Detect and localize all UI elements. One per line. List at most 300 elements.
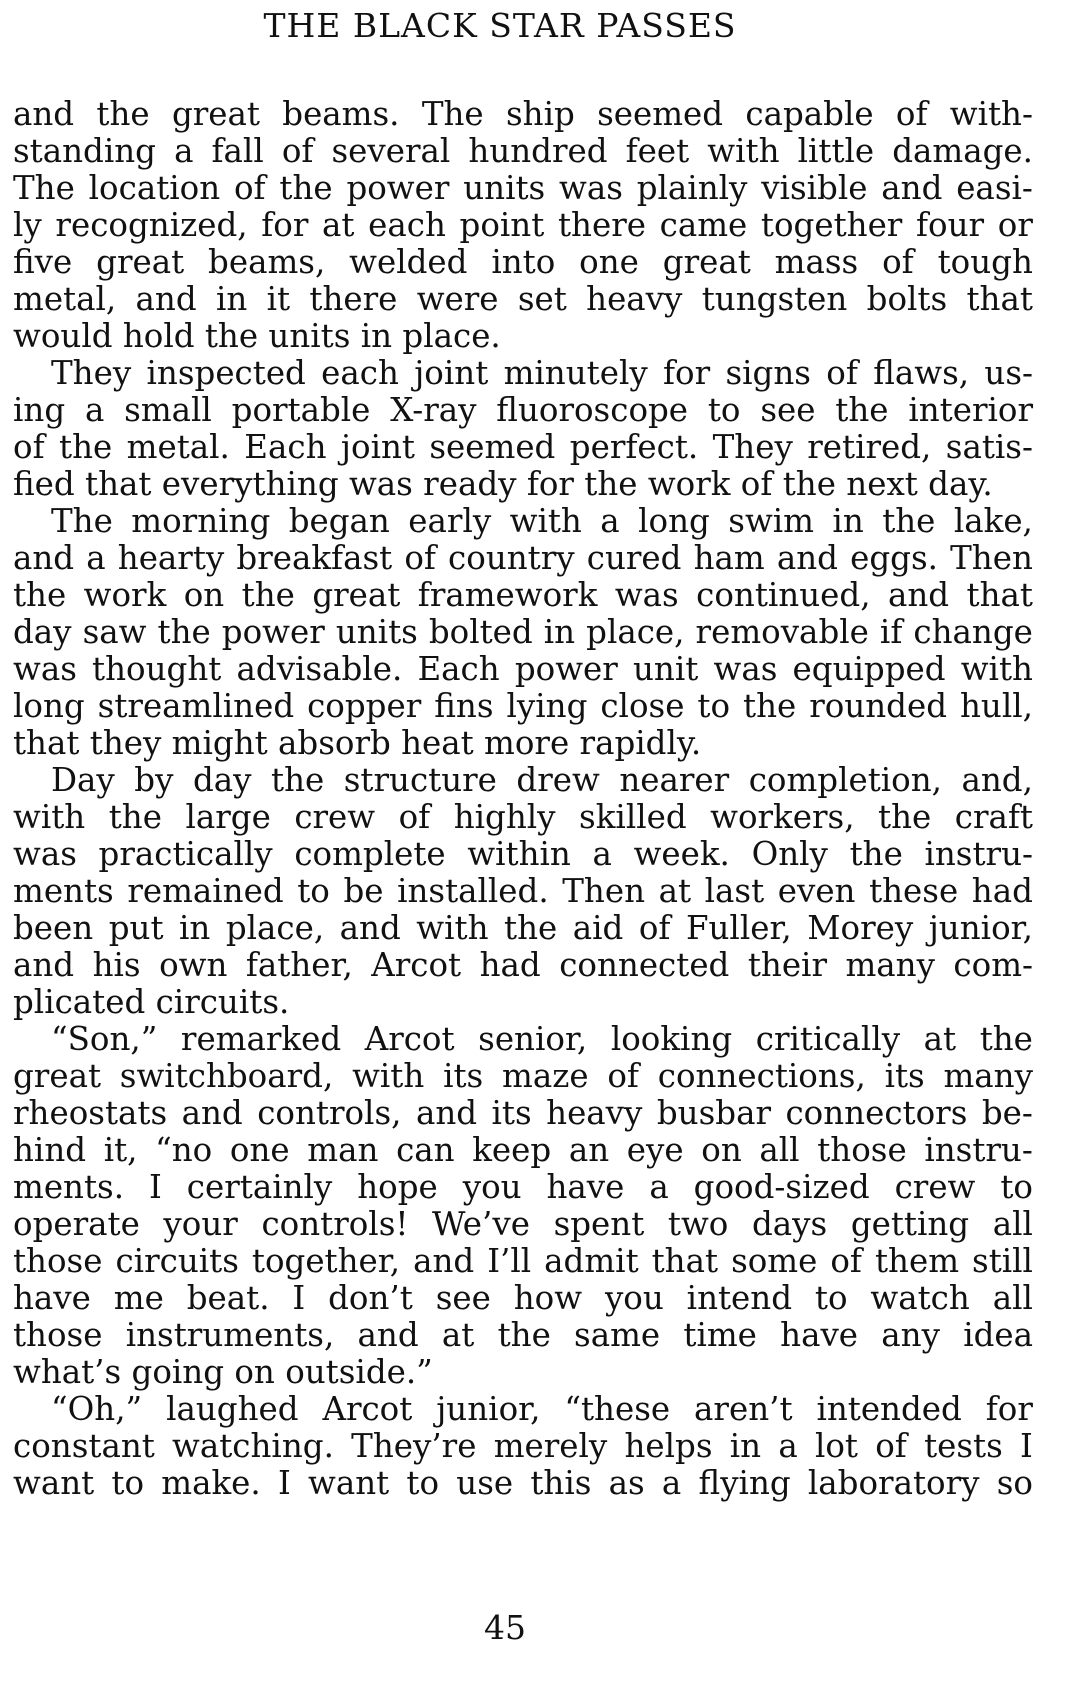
word: want: [13, 1464, 95, 1502]
word: place,: [225, 909, 325, 947]
word: power: [221, 613, 325, 651]
word: a: [84, 391, 105, 429]
word: Each: [244, 428, 327, 466]
text-line: [13, 503, 1033, 540]
word: Only: [751, 835, 828, 873]
word: all: [992, 1279, 1033, 1317]
word: practically: [98, 835, 273, 873]
word: small: [124, 391, 212, 429]
word: advisable.: [236, 650, 403, 688]
word: change: [913, 613, 1033, 651]
word: The: [13, 169, 75, 207]
word: signs: [725, 354, 811, 392]
word: don’t: [328, 1279, 413, 1317]
word: the: [241, 576, 295, 614]
word: busbar: [656, 1094, 772, 1132]
word: long: [638, 502, 710, 540]
word: X-ray: [390, 391, 477, 429]
word: crew: [894, 1168, 976, 1206]
word: for: [663, 354, 711, 392]
word: at: [441, 1316, 475, 1354]
word: damage.: [892, 132, 1033, 170]
word: Fuller,: [685, 909, 792, 947]
paragraph: [13, 762, 1033, 1021]
text-line: [13, 318, 1033, 355]
text-line: [13, 207, 1033, 244]
word: with: [960, 650, 1033, 688]
word: Arcot: [371, 946, 462, 984]
word: with: [707, 132, 780, 170]
word: “Son,”: [51, 1020, 158, 1058]
word: have: [780, 1316, 859, 1354]
word: all: [759, 1131, 800, 1169]
word: certainly: [186, 1168, 333, 1206]
word: week.: [633, 835, 730, 873]
word: aid: [572, 909, 624, 947]
word: and: [135, 280, 197, 318]
word: instruments,: [125, 1316, 335, 1354]
word: the: [59, 428, 113, 466]
word: at: [923, 1020, 957, 1058]
word: power: [346, 169, 450, 207]
word: intend: [686, 1279, 793, 1317]
word: ly: [13, 206, 42, 244]
text-line: [13, 1465, 1033, 1502]
text-line: [13, 651, 1033, 688]
word: was: [614, 576, 679, 614]
word: crew: [294, 798, 376, 836]
line-text: what’s going on outside.”: [13, 1353, 433, 1391]
word: continued,: [696, 576, 871, 614]
word: can: [396, 1131, 455, 1169]
word: to: [707, 391, 741, 429]
word: been: [13, 909, 94, 947]
word: of: [882, 243, 914, 281]
word: into: [491, 243, 556, 281]
word: “no: [155, 1131, 213, 1169]
running-head: THE BLACK STAR PASSES: [263, 6, 737, 45]
word: spent: [553, 1205, 645, 1243]
word: me: [113, 1279, 164, 1317]
word: with-: [949, 95, 1033, 133]
word: that: [966, 576, 1033, 614]
word: of: [638, 909, 671, 947]
word: his: [92, 946, 141, 984]
word: came: [659, 206, 748, 244]
word: lot: [814, 1427, 858, 1465]
word: interior: [908, 391, 1033, 429]
word: day: [13, 613, 72, 651]
word: bolts: [866, 280, 948, 318]
word: mass: [774, 243, 859, 281]
word: within: [467, 835, 571, 873]
word: hope: [357, 1168, 438, 1206]
word: skilled: [579, 798, 687, 836]
text-line: [13, 873, 1033, 910]
text-line: [13, 1206, 1033, 1243]
word: Each: [417, 650, 500, 688]
word: idea: [963, 1316, 1033, 1354]
word: and: [881, 169, 943, 207]
word: minutely: [503, 354, 648, 392]
word: completion,: [748, 761, 942, 799]
word: watch: [870, 1279, 970, 1317]
word: or: [997, 206, 1033, 244]
body-text: [13, 96, 1033, 1502]
word: I: [277, 1464, 291, 1502]
text-line: [13, 1317, 1033, 1354]
word: retired,: [807, 428, 932, 466]
word: ham: [693, 539, 765, 577]
word: as: [608, 1464, 645, 1502]
word: own: [159, 946, 228, 984]
word: at: [322, 206, 355, 244]
word: its: [443, 1057, 484, 1095]
word: ments.: [13, 1168, 125, 1206]
word: ments: [13, 872, 114, 910]
word: close: [600, 687, 685, 725]
word: long: [13, 687, 85, 725]
word: and,: [961, 761, 1033, 799]
word: five: [13, 243, 73, 281]
word: and: [887, 576, 950, 614]
word: great: [13, 1057, 102, 1095]
word: units: [335, 613, 418, 651]
word: good-sized: [693, 1168, 870, 1206]
word: inspected: [146, 354, 306, 392]
word: and: [339, 909, 401, 947]
word: great: [662, 243, 751, 281]
text-line: [13, 1169, 1033, 1206]
word: heavy: [546, 1094, 643, 1132]
word: see: [435, 1279, 491, 1317]
word: “these: [564, 1390, 671, 1428]
word: if: [879, 613, 903, 651]
word: in: [543, 613, 576, 651]
word: the: [271, 761, 325, 799]
word: aren’t: [694, 1390, 793, 1428]
text-line: [13, 281, 1033, 318]
line-text: would hold the units in place.: [13, 317, 501, 355]
word: hind: [13, 1131, 87, 1169]
word: looking: [610, 1020, 733, 1058]
word: of: [281, 132, 314, 170]
line-text: plicated circuits.: [13, 983, 290, 1021]
text-line: [13, 910, 1033, 947]
text-line: [13, 725, 1033, 762]
text-line: [13, 355, 1033, 392]
word: operate: [13, 1205, 140, 1243]
word: to: [406, 1464, 440, 1502]
word: there: [309, 280, 398, 318]
word: seemed: [429, 428, 556, 466]
word: and: [357, 1316, 419, 1354]
word: with: [13, 798, 86, 836]
word: controls,: [257, 1094, 402, 1132]
word: for: [985, 1390, 1033, 1428]
word: fins: [434, 687, 494, 725]
text-line: [13, 762, 1033, 799]
word: to: [111, 1464, 145, 1502]
word: cured: [586, 539, 682, 577]
word: I: [1020, 1427, 1033, 1465]
word: and: [413, 1242, 475, 1280]
word: connectors: [785, 1094, 968, 1132]
word: same: [574, 1316, 661, 1354]
word: plainly: [636, 169, 748, 207]
line-text: fied that everything was ready for the work of the next day.: [13, 465, 993, 503]
word: remained: [127, 872, 284, 910]
text-line: [13, 614, 1033, 651]
word: merely: [493, 1427, 608, 1465]
word: thought: [92, 650, 222, 688]
word: had: [479, 946, 541, 984]
word: critically: [755, 1020, 901, 1058]
word: standing: [13, 132, 156, 170]
word: there: [557, 206, 646, 244]
word: was: [13, 835, 77, 873]
word: I: [149, 1168, 162, 1206]
word: make.: [161, 1464, 261, 1502]
word: of: [404, 539, 436, 577]
word: welded: [349, 243, 468, 281]
word: a: [649, 1168, 669, 1206]
word: visible: [761, 169, 868, 207]
word: copper: [307, 687, 422, 725]
word: feet: [625, 132, 690, 170]
word: the: [279, 169, 333, 207]
word: They: [712, 428, 793, 466]
word: in: [832, 502, 864, 540]
text-line: [13, 392, 1033, 429]
word: and: [415, 1094, 478, 1132]
word: several: [331, 132, 451, 170]
text-line: [13, 984, 1033, 1021]
word: com-: [953, 946, 1033, 984]
word: began: [288, 502, 390, 540]
text-line: [13, 133, 1033, 170]
word: with: [416, 909, 489, 947]
word: you: [462, 1168, 522, 1206]
word: They: [51, 354, 132, 392]
word: flying: [698, 1464, 791, 1502]
word: Then: [562, 872, 646, 910]
word: power: [514, 650, 618, 688]
word: switchboard,: [119, 1057, 334, 1095]
word: were: [416, 280, 499, 318]
text-line: [13, 540, 1033, 577]
word: instru-: [924, 1131, 1033, 1169]
word: installed.: [397, 872, 549, 910]
word: remarked: [180, 1020, 342, 1058]
word: lake,: [953, 502, 1033, 540]
word: in: [215, 280, 248, 318]
word: and: [13, 539, 75, 577]
word: an: [568, 1131, 610, 1169]
word: still: [972, 1242, 1033, 1280]
word: Arcot: [364, 1020, 455, 1058]
word: the: [849, 835, 903, 873]
word: constant: [13, 1427, 155, 1465]
word: on: [701, 1131, 742, 1169]
text-line: [13, 170, 1033, 207]
word: its: [884, 1057, 925, 1095]
word: set: [517, 280, 567, 318]
word: easi-: [956, 169, 1033, 207]
word: together,: [251, 1242, 401, 1280]
word: location: [88, 169, 221, 207]
word: and: [13, 946, 75, 984]
word: hull,: [960, 687, 1033, 725]
word: with: [352, 1057, 425, 1095]
word: some: [731, 1242, 818, 1280]
word: joint: [340, 428, 415, 466]
word: fall: [211, 132, 264, 170]
word: time: [683, 1316, 757, 1354]
word: that: [651, 1242, 719, 1280]
word: a: [600, 502, 620, 540]
text-line: [13, 1132, 1033, 1169]
paragraph: [13, 355, 1033, 503]
word: connections,: [657, 1057, 866, 1095]
word: point: [459, 206, 545, 244]
text-line: [13, 96, 1033, 133]
paragraph: [13, 503, 1033, 762]
text-line: [13, 1354, 1033, 1391]
word: Then: [950, 539, 1033, 577]
word: Day: [51, 761, 115, 799]
word: of: [607, 1057, 639, 1095]
word: in: [729, 1427, 762, 1465]
word: the: [96, 95, 150, 133]
word: its: [491, 1094, 532, 1132]
word: us-: [984, 354, 1033, 392]
word: the: [882, 502, 936, 540]
word: of: [830, 1242, 862, 1280]
word: tests: [924, 1427, 1003, 1465]
word: bolted: [428, 613, 533, 651]
text-line: [13, 947, 1033, 984]
word: saw: [82, 613, 147, 651]
word: day: [192, 761, 252, 799]
word: country: [448, 539, 575, 577]
word: beams.: [282, 95, 400, 133]
word: each: [321, 354, 399, 392]
word: with: [509, 502, 582, 540]
page-number: 45: [484, 1608, 526, 1647]
word: use: [456, 1464, 514, 1502]
text-line: [13, 1021, 1033, 1058]
word: tungsten: [701, 280, 848, 318]
word: any: [881, 1316, 940, 1354]
word: a: [86, 539, 106, 577]
word: We’ve: [432, 1205, 530, 1243]
text-line: [13, 688, 1033, 725]
word: instru-: [924, 835, 1033, 873]
word: framework: [417, 576, 598, 614]
word: maze: [502, 1057, 589, 1095]
word: laboratory: [807, 1464, 980, 1502]
word: all: [992, 1205, 1033, 1243]
word: The: [421, 95, 484, 133]
word: structure: [343, 761, 497, 799]
text-line: [13, 577, 1033, 614]
paragraph: [13, 96, 1033, 355]
word: of: [875, 1427, 907, 1465]
word: ship: [505, 95, 575, 133]
word: had: [971, 872, 1033, 910]
word: to: [814, 1279, 848, 1317]
word: Arcot: [322, 1390, 413, 1428]
word: one: [229, 1131, 290, 1169]
word: to: [1000, 1168, 1033, 1206]
word: was: [559, 169, 623, 207]
word: this: [530, 1464, 592, 1502]
text-line: [13, 1391, 1033, 1428]
word: these: [869, 872, 959, 910]
word: helps: [624, 1427, 713, 1465]
word: junior,: [928, 909, 1033, 947]
word: rheostats: [13, 1094, 168, 1132]
word: and: [181, 1094, 243, 1132]
word: satis-: [945, 428, 1033, 466]
word: place,: [586, 613, 685, 651]
word: joint: [414, 354, 489, 392]
word: together: [760, 206, 903, 244]
word: removable: [695, 613, 869, 651]
word: was: [13, 650, 77, 688]
word: their: [747, 946, 827, 984]
word: admit: [544, 1242, 639, 1280]
word: craft: [954, 798, 1033, 836]
word: nearer: [619, 761, 730, 799]
word: beams,: [208, 243, 326, 281]
text-line: [13, 1243, 1033, 1280]
word: junior,: [436, 1390, 541, 1428]
word: put: [108, 909, 164, 947]
word: even: [777, 872, 856, 910]
word: have: [546, 1168, 625, 1206]
word: on: [183, 576, 225, 614]
word: They’re: [351, 1427, 477, 1465]
word: of: [826, 354, 858, 392]
word: you: [604, 1279, 664, 1317]
word: senior,: [478, 1020, 588, 1058]
word: fluoroscope: [496, 391, 689, 429]
word: the: [13, 576, 67, 614]
word: great: [312, 576, 401, 614]
text-line: [13, 429, 1033, 466]
word: the: [504, 909, 558, 947]
word: many: [943, 1057, 1033, 1095]
paragraph: [13, 1021, 1033, 1391]
word: and: [13, 95, 75, 133]
word: great: [171, 95, 260, 133]
word: highly: [453, 798, 556, 836]
word: work: [83, 576, 167, 614]
word: the: [157, 613, 211, 651]
word: by: [134, 761, 174, 799]
word: “Oh,”: [51, 1390, 143, 1428]
word: each: [368, 206, 446, 244]
word: for: [261, 206, 309, 244]
word: lying: [506, 687, 588, 725]
word: man: [307, 1131, 379, 1169]
word: eye: [626, 1131, 684, 1169]
text-line: [13, 1428, 1033, 1465]
word: Morey: [807, 909, 914, 947]
word: so: [996, 1464, 1033, 1502]
